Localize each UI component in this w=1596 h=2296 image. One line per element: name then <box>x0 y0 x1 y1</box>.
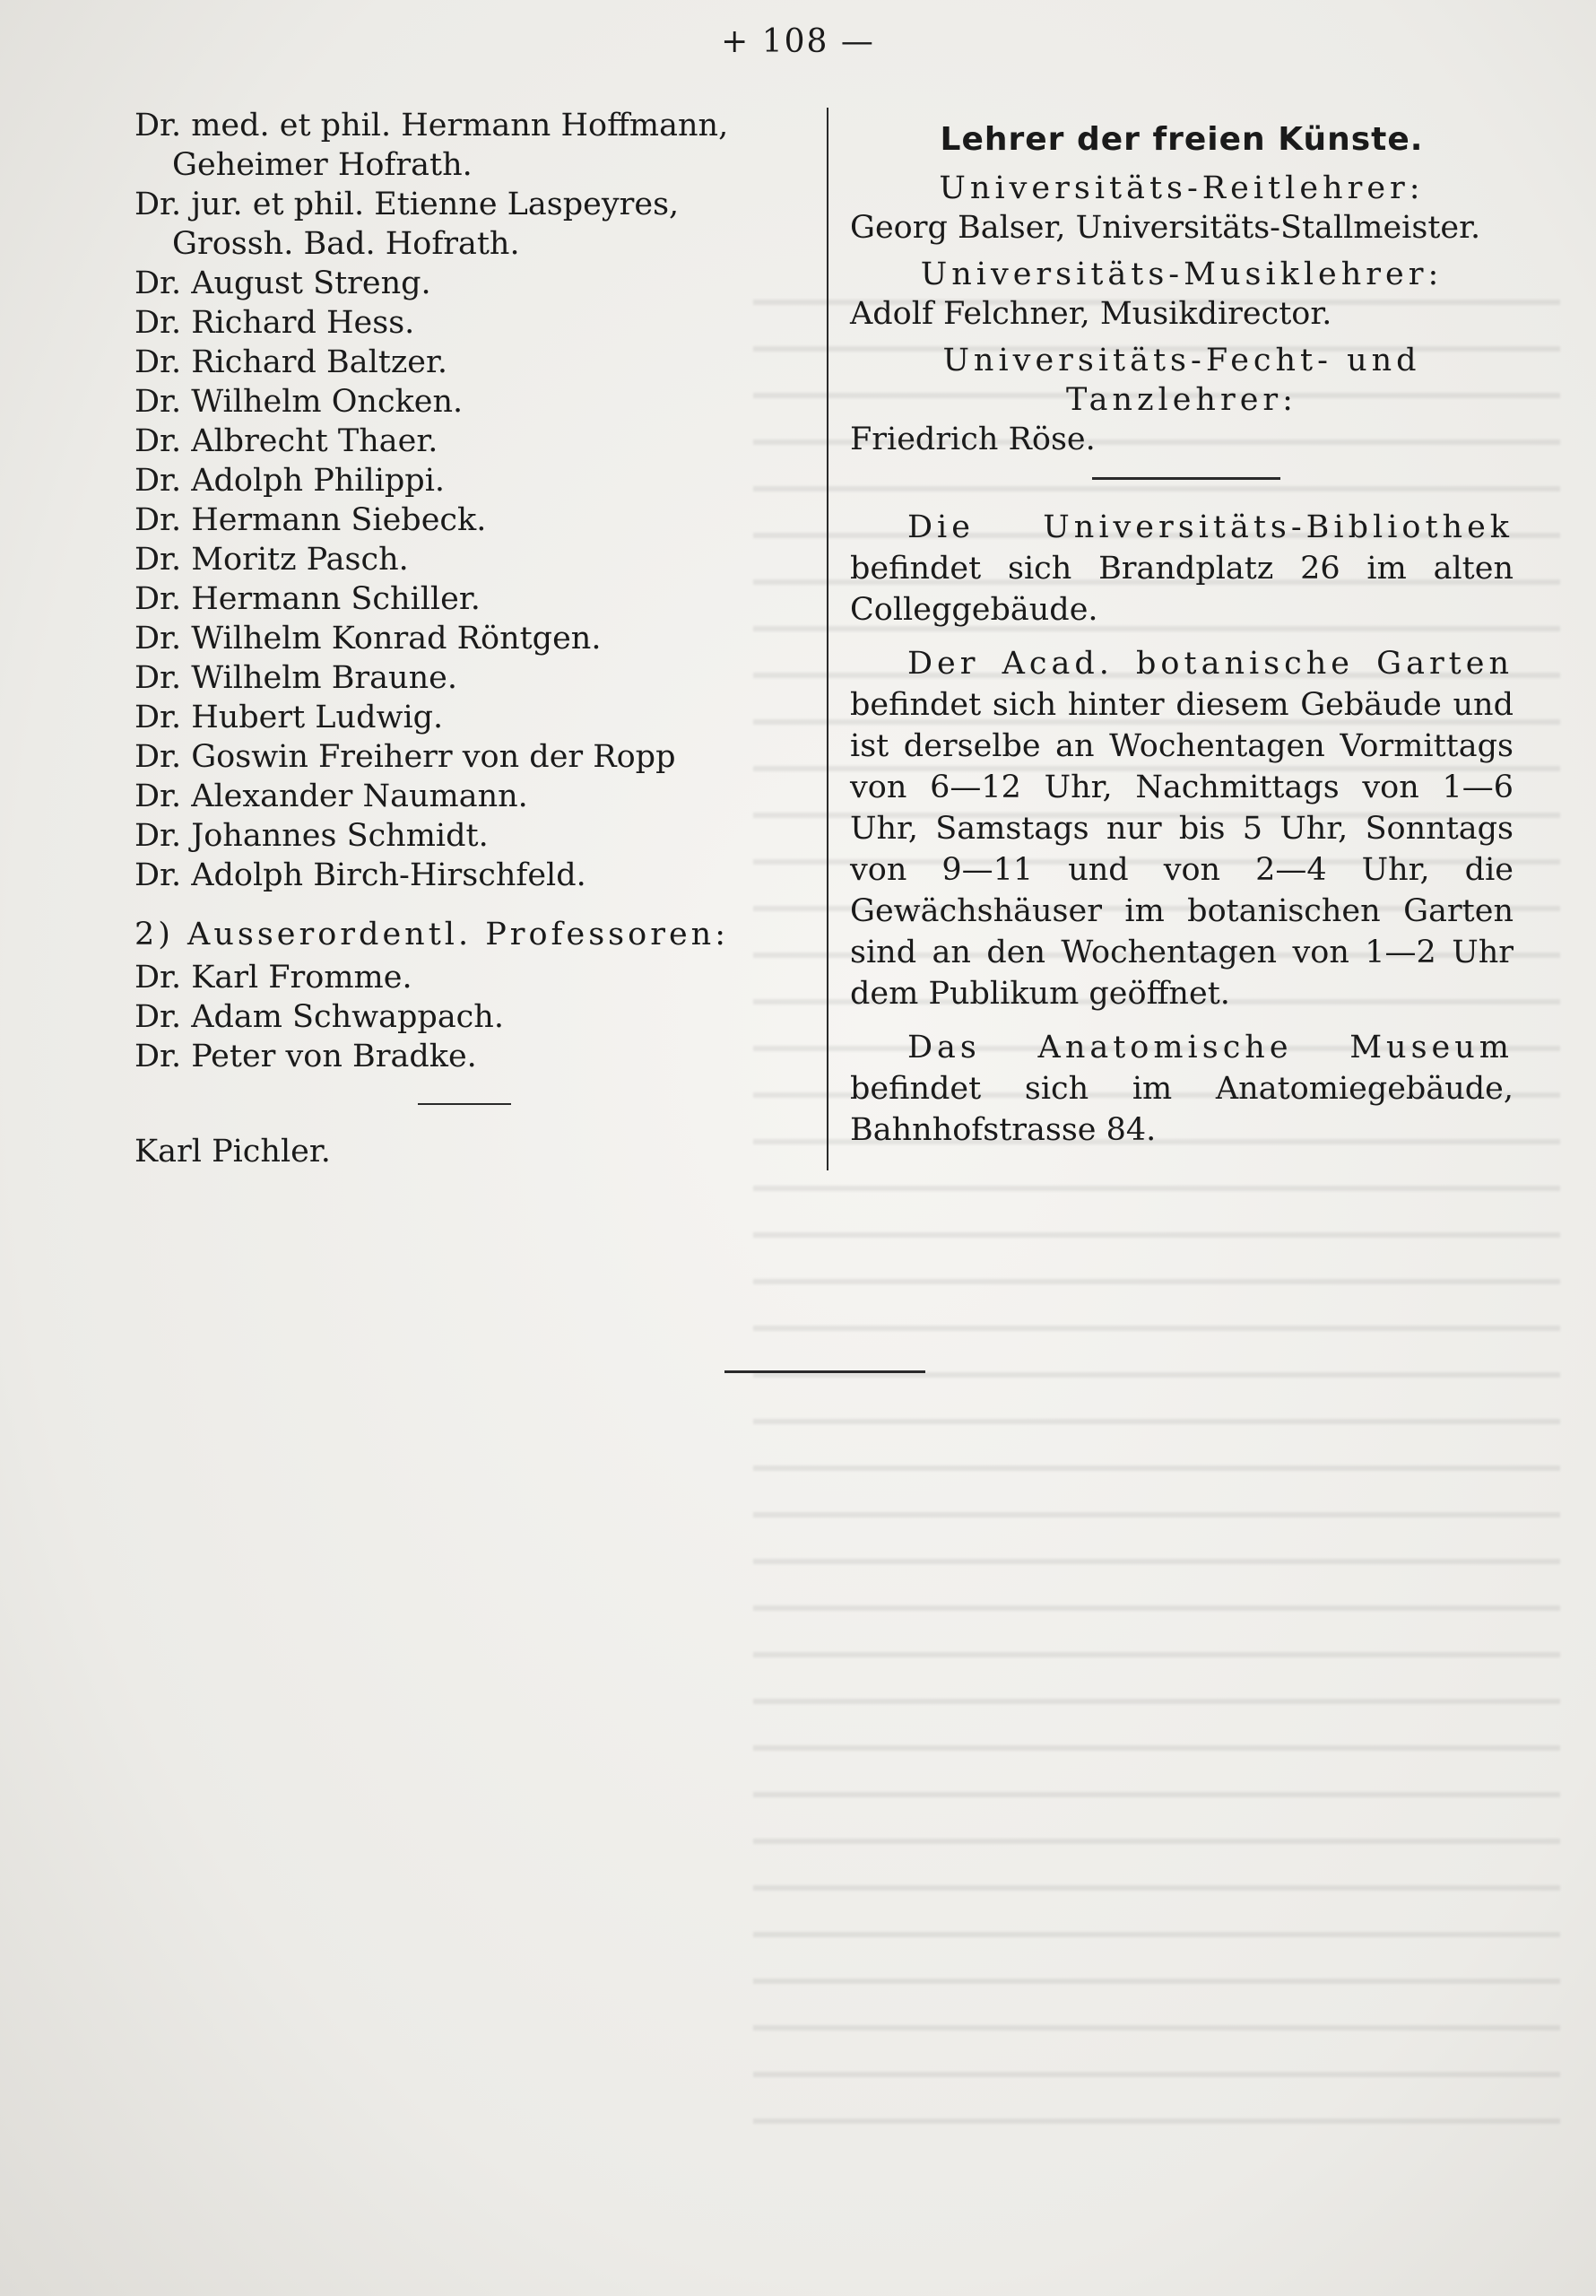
professor-entry: Grossh. Bad. Hofrath. <box>172 226 520 262</box>
right-separator-rule <box>1092 477 1280 480</box>
riding-teacher-name: Georg Balser, Universitäts-Stallmeister. <box>850 210 1481 246</box>
extraordinary-professor-entry: Dr. Adam Schwappach. <box>134 999 504 1035</box>
professor-entry: Dr. Hermann Siebeck. <box>134 502 487 538</box>
museum-paragraph <box>850 1027 1514 1151</box>
professor-entry: Dr. med. et phil. Hermann Hoffmann, <box>134 108 729 144</box>
fencing-teacher-name: Friedrich Röse. <box>850 422 1096 457</box>
extraordinary-professor-entry: Dr. Karl Fromme. <box>134 960 412 996</box>
museum-title: Das Anatomische Museum <box>907 1030 1514 1065</box>
professor-entry: Dr. Adolph Birch-Hirschfeld. <box>134 857 586 893</box>
fencing-teacher-heading-2: Tanzlehrer: <box>1066 382 1297 418</box>
professor-entry: Dr. Johannes Schmidt. <box>134 818 489 854</box>
extraordinary-professor-entry: Dr. Peter von Bradke. <box>134 1039 477 1074</box>
professor-entry: Dr. Richard Hess. <box>134 305 415 341</box>
professor-entry: Dr. Wilhelm Konrad Röntgen. <box>134 621 602 657</box>
library-paragraph <box>850 507 1514 631</box>
page-number: + 108 — <box>721 23 875 60</box>
professor-list <box>134 106 816 895</box>
professor-entry: Dr. Albrecht Thaer. <box>134 423 438 459</box>
right-column <box>850 121 1514 1163</box>
professor-entry: Dr. Richard Baltzer. <box>134 344 448 380</box>
garden-text: befindet sich hinter diesem Gebäude und ist derselbe an Wochentagen Vormittags von 6—12 Uhr, Nachmittags von 1—6 Uhr, Samstags nur bis 5 Uhr, Sonntags von 9—11 und von 2—4 Uhr, die Gewächshäuser im botanischen Garten sind an den Wochentagen von 1—2 Uhr dem Publikum geöffnet. <box>850 687 1514 1012</box>
music-teacher-name: Adolf Felchner, Musikdirector. <box>850 296 1332 332</box>
professor-entry: Dr. Moritz Pasch. <box>134 542 409 578</box>
professor-entry: Dr. Hubert Ludwig. <box>134 700 444 735</box>
professor-entry: Dr. Wilhelm Braune. <box>134 660 457 696</box>
riding-teacher-heading: Universitäts-Reitlehrer: <box>939 170 1425 206</box>
professor-entry: Dr. Adolph Philippi. <box>134 463 446 499</box>
professor-entry: Dr. Goswin Freiherr von der Ropp <box>134 739 676 775</box>
fencing-teacher-heading-1: Universitäts-Fecht- und <box>942 343 1421 378</box>
after-rule-name: Karl Pichler. <box>134 1134 331 1170</box>
page-end-rule <box>724 1370 925 1373</box>
library-text: befindet sich Brandplatz 26 im alten Colleggebäude. <box>850 551 1514 628</box>
museum-text: befindet sich im Anatomiegebäude, Bahnhofstrasse 84. <box>850 1071 1514 1148</box>
separator-rule <box>418 1103 511 1105</box>
section-title: Lehrer der freien Künste. <box>940 121 1424 158</box>
professor-entry: Geheimer Hofrath. <box>172 147 473 183</box>
professor-entry: Dr. Hermann Schiller. <box>134 581 481 617</box>
music-teacher-heading: Universitäts-Musiklehrer: <box>920 257 1444 292</box>
garden-paragraph <box>850 643 1514 1014</box>
professor-entry: Dr. August Streng. <box>134 265 431 301</box>
professor-entry: Dr. Alexander Naumann. <box>134 778 528 814</box>
left-column <box>134 106 816 1171</box>
garden-title: Der Acad. botanische Garten <box>907 646 1514 682</box>
library-title: Die Universitäts-Bibliothek <box>907 509 1514 545</box>
extraordinary-professors-heading: 2) Ausserordentl. Professoren: <box>134 917 729 952</box>
professor-entry: Dr. jur. et phil. Etienne Laspeyres, <box>134 187 680 222</box>
extraordinary-professor-list <box>134 958 816 1076</box>
column-divider <box>827 108 828 1170</box>
professor-entry: Dr. Wilhelm Oncken. <box>134 384 464 420</box>
